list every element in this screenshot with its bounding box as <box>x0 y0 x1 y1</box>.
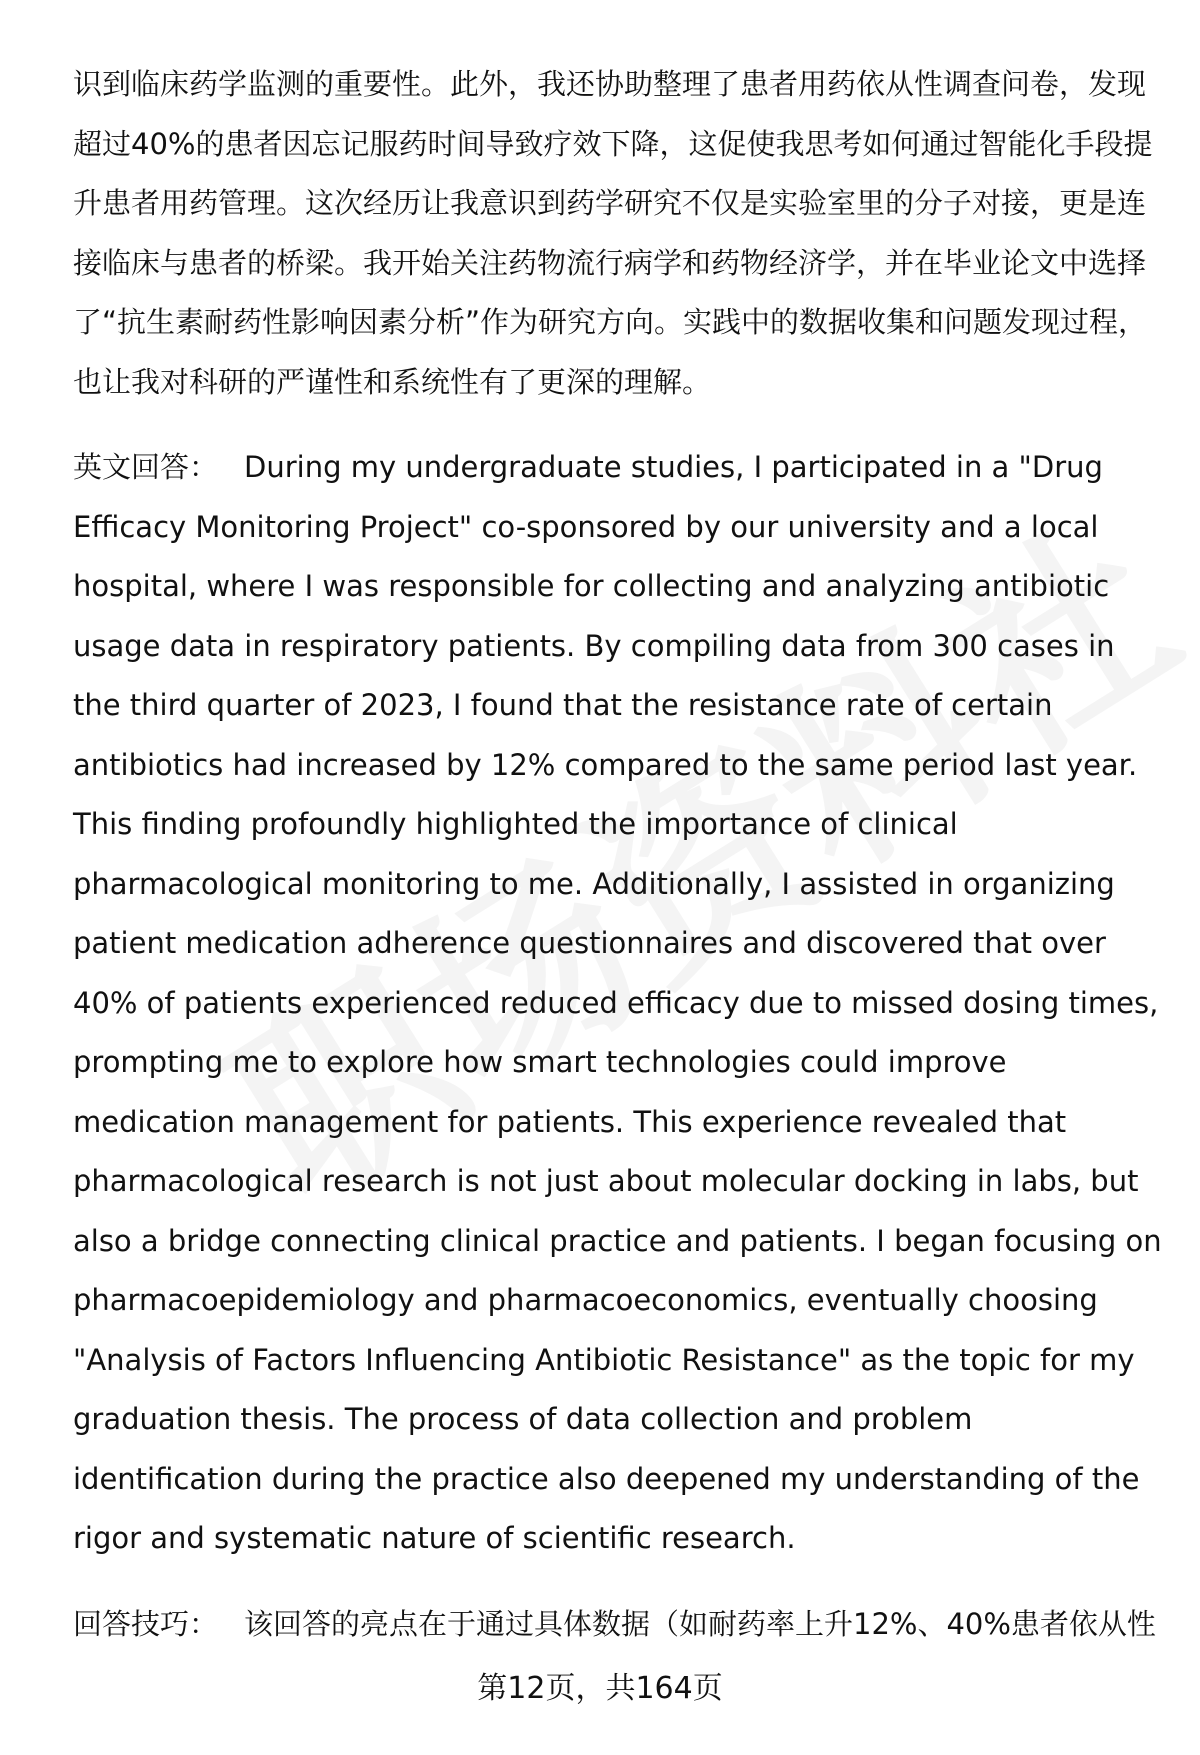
english-answer-text: During my undergraduate studies, I participated in a "Drug Efficacy Monitoring Project" co-sponsored by our university and a local hospital, where I was responsible for collecting and analyzing antibiotic usage data in respiratory patients. By compiling data from 300 cases in the third quarter of 2023, I found that the resistance rate of certain antibiotics had increased by 12% compared to the same period last year. This finding profoundly highlighted the importance of clinical pharmacological monitoring to me. Additionally, I assisted in organizing patient medication adherence questionnaires and discovered that over 40% of patients experienced reduced efficacy due to missed dosing times, prompting me to explore how smart technologies could improve medication management for patients. This experience revealed that pharmacological research is not just about molecular docking in labs, but also a bridge connecting clinical practice and patients. I began focusing on pharmacoepidemiology and pharmacoeconomics, eventually choosing "Analysis of Factors Influencing Antibiotic Resistance" as the topic for my graduation thesis. The process of data collection and problem identification during the practice also deepened my understanding of the rigor and systematic nature of scientific research. <box>73 450 1162 1555</box>
answer-tips-text: 该回答的亮点在于通过具体数据（如耐药率上升12%、40%患者依从性 <box>244 1606 1156 1641</box>
chinese-answer-continuation: 识到临床药学监测的重要性。此外，我还协助整理了患者用药依从性调查问卷，发现超过40%的患者因忘记服药时间导致疗效下降，这促使我思考如何通过智能化手段提升患者用药管理。这次经历让我意识到药学研究不仅是实验室里的分子对接，更是连接临床与患者的桥梁。我开始关注药物流行病学和药物经济学，并在毕业论文中选择了“抗生素耐药性影响因素分析”作为研究方向。实践中的数据收集和问题发现过程，也让我对科研的严谨性和系统性有了更深的理解。 <box>73 67 1153 399</box>
document-body <box>73 55 1168 1654</box>
answer-tips <box>73 1595 1168 1655</box>
page-indicator: 第12页，共164页 <box>477 1671 723 1706</box>
answer-tips-label: 回答技巧： <box>73 1606 219 1641</box>
english-answer-label: 英文回答： <box>73 450 219 484</box>
english-answer <box>73 438 1168 1569</box>
